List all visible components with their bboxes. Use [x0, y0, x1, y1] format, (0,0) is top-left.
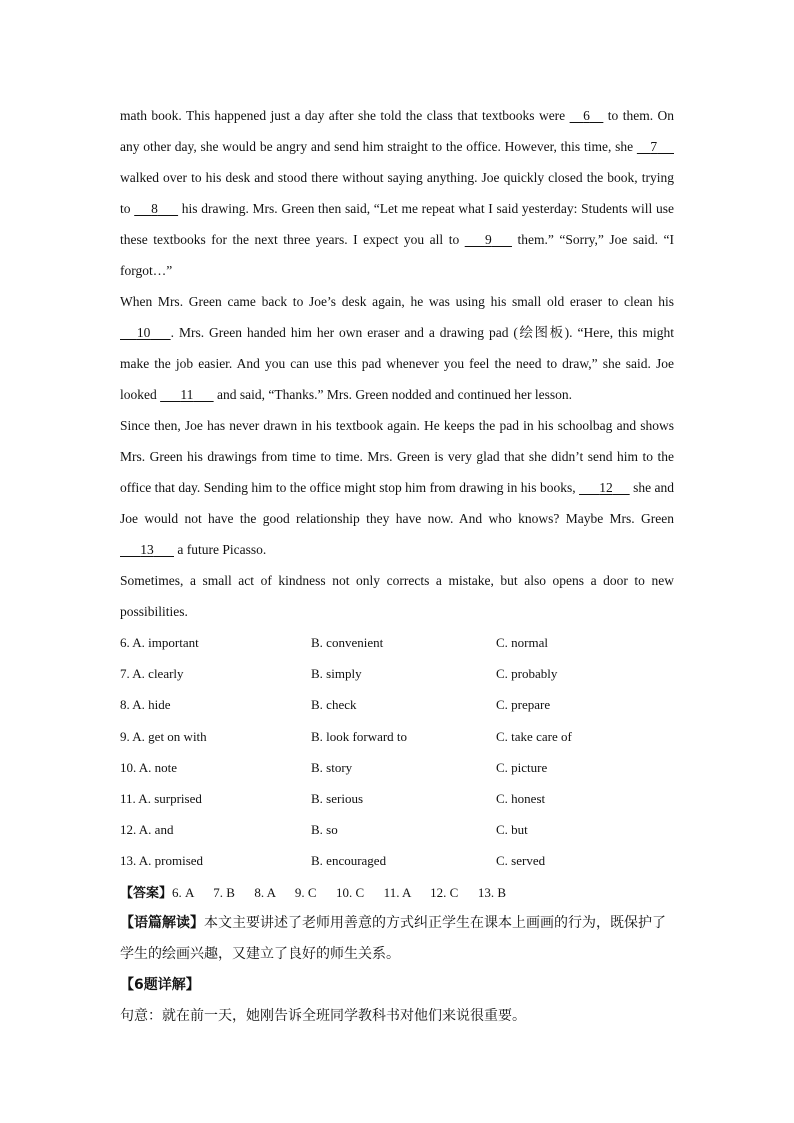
passage-text: walked over to his desk and stood there without saying anything. Joe quickly closed the book, trying to: [120, 170, 674, 216]
option-row-12: [120, 814, 674, 845]
blank-10: 10: [136, 325, 151, 340]
passage-paragraph-1: [120, 100, 674, 286]
passage-text: them.” “Sorry,” Joe said. “I forgot…”: [120, 232, 674, 278]
passage-text: his drawing. Mrs. Green then said, “Let me repeat what I said yesterday: Students will use these textbooks for the next three years. I expect you all to: [120, 201, 674, 247]
blank-7: 7: [650, 139, 658, 154]
option-b: B. encouraged: [311, 853, 387, 869]
passage-text: she and Joe would not have the good relationship they have now. And who knows? Maybe Mrs. Green: [120, 480, 674, 526]
answer-item: 12. C: [430, 884, 459, 900]
option-b: B. story: [311, 759, 353, 775]
option-a: 13. A. promised: [120, 853, 204, 869]
passage-text: When Mrs. Green came back to Joe’s desk again, he was using his small old eraser to clean his: [120, 294, 674, 309]
option-row-6: [120, 627, 674, 658]
option-row-13: [120, 845, 674, 876]
passage-paragraph-3: [120, 410, 674, 565]
option-a: 11. A. surprised: [120, 790, 202, 806]
option-row-9: [120, 721, 674, 752]
option-b: B. serious: [311, 790, 363, 806]
blank-9: 9: [484, 232, 492, 247]
document-page: [120, 100, 674, 1032]
option-row-10: [120, 752, 674, 783]
answer-item: 9. C: [294, 884, 317, 900]
answer-item: 8. A: [254, 884, 276, 900]
option-a: 12. A. and: [120, 822, 174, 838]
option-b: B. so: [311, 822, 338, 838]
option-b: B. check: [311, 697, 357, 713]
answer-item: 11. A: [383, 884, 411, 900]
blank-13: 13: [140, 542, 154, 557]
passage-text: to them. On any other day, she would be angry and send him straight to the office. However, this time, she: [120, 108, 674, 154]
option-a: 6. A. important: [120, 635, 199, 650]
option-row-7: [120, 658, 674, 689]
answer-item: 13. B: [477, 884, 506, 900]
passage-text: . Mrs. Green handed him her own eraser and a drawing pad (绘图板). “Here, this might make the job easier. And you can use this pad whenever you feel the need to draw,” she said. Joe looked: [120, 325, 674, 402]
option-c: C. probably: [496, 666, 558, 682]
option-c: C. take care of: [496, 728, 572, 744]
answer-label: 【答案】: [120, 885, 173, 901]
option-c: C. picture: [496, 759, 548, 775]
option-b: B. convenient: [311, 635, 384, 650]
option-b: B. look forward to: [311, 728, 408, 744]
option-c: C. served: [496, 853, 546, 869]
passage-paragraph-4: Sometimes, a small act of kindness not only corrects a mistake, but also opens a door to new possibilities.: [120, 573, 674, 619]
option-a: 8. A. hide: [120, 697, 171, 713]
detail-text: 句意：就在前一天，她刚告诉全班同学教科书对他们来说很重要。: [120, 1007, 526, 1024]
option-row-11: [120, 783, 674, 814]
analysis-text: 本文主要讲述了老师用善意的方式纠正学生在课本上画画的行为，既保护了学生的绘画兴趣，又建立了良好的师生关系。: [120, 914, 666, 962]
analysis-label: 【语篇解读】: [120, 914, 204, 931]
blank-11: 11: [180, 387, 194, 402]
option-c: C. normal: [496, 635, 548, 650]
option-a: 7. A. clearly: [120, 666, 184, 682]
option-row-8: [120, 689, 674, 720]
option-a: 9. A. get on with: [120, 728, 207, 744]
option-c: C. honest: [496, 790, 546, 806]
passage-text: Since then, Joe has never drawn in his textbook again. He keeps the pad in his schoolbag and shows Mrs. Green his drawings from time to time. Mrs. Green is very glad that she didn’t send him to the office that day. Sending him to the office might stop him from drawing in his books,: [120, 418, 674, 495]
answer-item: 6. A: [172, 884, 194, 900]
blank-12: 12: [599, 480, 613, 495]
option-a: 10. A. note: [120, 759, 178, 775]
passage-text: math book. This happened just a day after she told the class that textbooks were: [120, 108, 570, 123]
detail-heading: 【6题详解】: [120, 976, 200, 993]
passage-paragraph-2: [120, 286, 674, 410]
blank-6: 6: [583, 108, 590, 123]
blank-8: 8: [151, 201, 158, 216]
options-list: [120, 627, 674, 877]
passage-text: and said, “Thanks.” Mrs. Green nodded and continued her lesson.: [213, 387, 573, 402]
passage-text: a future Picasso.: [174, 542, 267, 557]
option-b: B. simply: [311, 666, 362, 682]
option-c: C. but: [496, 822, 528, 838]
answer-item: 10. C: [336, 884, 365, 900]
answer-item: 7. B: [213, 884, 235, 900]
answer-key: [120, 877, 674, 908]
passage-analysis: [120, 908, 674, 970]
option-c: C. prepare: [496, 697, 551, 713]
